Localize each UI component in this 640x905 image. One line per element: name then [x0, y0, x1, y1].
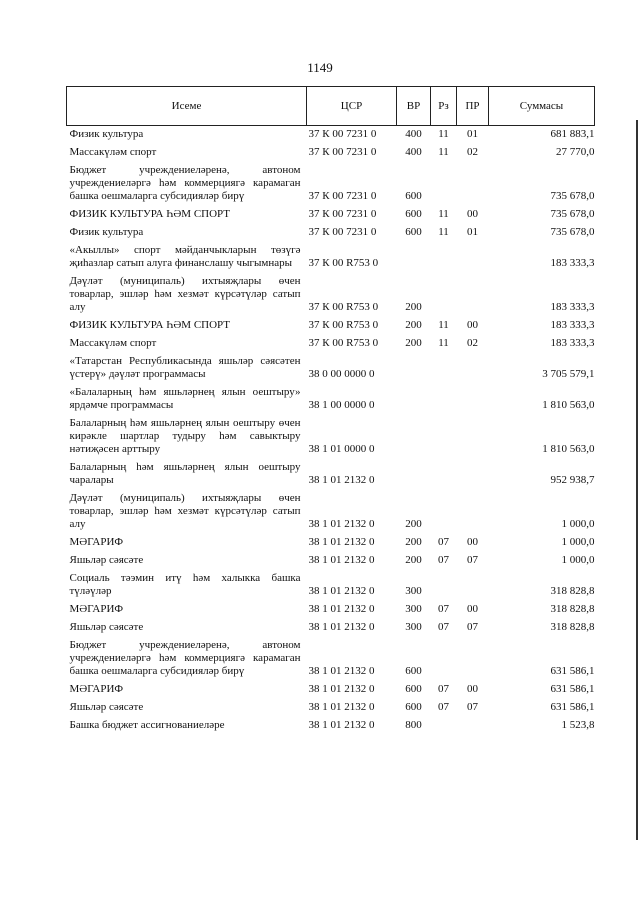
- cell-sum: 1 000,0: [561, 536, 595, 548]
- cell-rz: 07: [438, 621, 449, 633]
- table-row: [67, 335, 595, 353]
- cell-csr: 37 К 00 7231 0: [308, 128, 377, 140]
- table-row: [67, 601, 595, 619]
- cell-sum: 631 586,1: [550, 683, 595, 695]
- cell-sum: 735 678,0: [550, 226, 595, 238]
- page-number: 1149: [307, 60, 333, 75]
- cell-name: МӘГАРИФ: [69, 536, 124, 548]
- cell-sum: 631 586,1: [550, 665, 595, 677]
- table-row: [67, 490, 595, 534]
- cell-pr: [457, 570, 489, 601]
- cell-vr: 200: [405, 536, 422, 548]
- cell-sum: 183 333,3: [550, 337, 595, 349]
- cell-pr: [457, 459, 489, 490]
- cell-sum: 1 000,0: [561, 554, 595, 566]
- cell-csr: 38 1 01 0000 0: [308, 443, 375, 455]
- header-name: Исеме: [67, 87, 307, 126]
- table-row: [67, 637, 595, 681]
- cell-vr: 400: [405, 146, 422, 158]
- cell-rz: 07: [438, 603, 449, 615]
- cell-sum: 1 523,8: [561, 719, 595, 731]
- cell-pr: 02: [467, 146, 478, 158]
- cell-name: ФИЗИК КУЛЬТУРА ҺӘМ СПОРТ: [69, 319, 231, 331]
- cell-pr: 07: [467, 621, 478, 633]
- table-row: [67, 384, 595, 415]
- cell-name: МӘГАРИФ: [69, 683, 124, 695]
- cell-csr: 38 1 01 2132 0: [308, 701, 375, 713]
- cell-rz: [431, 415, 457, 459]
- cell-vr: 600: [405, 226, 422, 238]
- cell-name: Яшьләр сәясәте: [69, 621, 144, 633]
- cell-vr: [397, 384, 431, 415]
- table-row: [67, 415, 595, 459]
- cell-csr: 37 К 00 R753 0: [308, 301, 379, 313]
- cell-rz: 11: [438, 226, 449, 238]
- cell-csr: 38 1 01 2132 0: [308, 603, 375, 615]
- cell-name: Яшьләр сәясәте: [69, 701, 144, 713]
- table-row: [67, 224, 595, 242]
- cell-csr: 38 1 01 2132 0: [308, 683, 375, 695]
- cell-pr: 07: [467, 701, 478, 713]
- table-row: [67, 242, 595, 273]
- cell-name: «Балаларның һәм яшьләрнең ялын оештыру» ярдәмче программасы: [69, 386, 301, 411]
- table-row: [67, 459, 595, 490]
- table-row: [67, 552, 595, 570]
- cell-csr: 38 1 00 0000 0: [308, 399, 375, 411]
- cell-sum: 1 810 563,0: [542, 443, 595, 455]
- cell-sum: 1 810 563,0: [542, 399, 595, 411]
- cell-csr: 37 К 00 7231 0: [308, 226, 377, 238]
- cell-pr: [457, 415, 489, 459]
- cell-csr: 37 К 00 R753 0: [308, 319, 379, 331]
- cell-rz: 07: [438, 536, 449, 548]
- cell-vr: 800: [405, 719, 422, 731]
- cell-csr: 38 1 01 2132 0: [308, 665, 375, 677]
- cell-sum: 681 883,1: [550, 128, 595, 140]
- cell-sum: 318 828,8: [550, 585, 595, 597]
- cell-rz: [431, 637, 457, 681]
- table-row: [67, 126, 595, 145]
- cell-pr: [457, 637, 489, 681]
- cell-vr: 600: [405, 208, 422, 220]
- cell-vr: [397, 353, 431, 384]
- cell-name: Дәүләт (муниципаль) ихтыяҗлары өчен товарлар, эшләр һәм хезмәт күрсәтүләр сатып алу: [69, 275, 301, 313]
- cell-rz: [431, 384, 457, 415]
- cell-sum: 3 705 579,1: [542, 368, 595, 380]
- budget-table: [66, 86, 595, 735]
- cell-name: Балаларның һәм яшьләрнең ялын оештыру өчен кирәкле шартлар тудыру һәм савыктыру нәтиҗәсен арттыру: [69, 417, 301, 455]
- cell-pr: [457, 242, 489, 273]
- header-vr: ВР: [397, 87, 431, 126]
- table-row: [67, 681, 595, 699]
- cell-vr: 600: [405, 665, 422, 677]
- cell-vr: 300: [405, 603, 422, 615]
- cell-sum: 735 678,0: [550, 208, 595, 220]
- table-row: [67, 206, 595, 224]
- cell-name: Массакүләм спорт: [69, 337, 157, 349]
- cell-pr: 00: [467, 536, 478, 548]
- cell-rz: [431, 242, 457, 273]
- cell-rz: [431, 717, 457, 735]
- cell-name: МӘГАРИФ: [69, 603, 124, 615]
- cell-sum: 952 938,7: [550, 474, 595, 486]
- table-row: [67, 534, 595, 552]
- cell-rz: [431, 570, 457, 601]
- cell-pr: [457, 353, 489, 384]
- cell-vr: 300: [405, 585, 422, 597]
- header-csr: ЦСР: [307, 87, 397, 126]
- table-row: [67, 717, 595, 735]
- cell-vr: 200: [405, 337, 422, 349]
- cell-name: «Татарстан Республикасында яшьләр сәясәтен үстерү» дәүләт программасы: [69, 355, 301, 380]
- cell-rz: [431, 353, 457, 384]
- cell-rz: [431, 459, 457, 490]
- cell-name: Социаль тәэмин итү һәм халыкка башка түләүләр: [69, 572, 301, 597]
- cell-name: ФИЗИК КУЛЬТУРА ҺӘМ СПОРТ: [69, 208, 231, 220]
- cell-name: Яшьләр сәясәте: [69, 554, 144, 566]
- cell-vr: 200: [405, 301, 422, 313]
- cell-vr: 200: [405, 554, 422, 566]
- cell-pr: [457, 490, 489, 534]
- table-row: [67, 619, 595, 637]
- cell-name: Балаларның һәм яшьләрнең ялын оештыру чаралары: [69, 461, 301, 486]
- cell-name: Башка бюджет ассигнованиеләре: [69, 719, 225, 731]
- cell-rz: 11: [438, 128, 449, 140]
- cell-sum: 27 770,0: [556, 146, 595, 158]
- cell-rz: 11: [438, 146, 449, 158]
- table-row: [67, 317, 595, 335]
- cell-csr: 38 0 00 0000 0: [308, 368, 375, 380]
- table-row: [67, 353, 595, 384]
- cell-sum: 183 333,3: [550, 319, 595, 331]
- cell-pr: 00: [467, 208, 478, 220]
- table-body: [67, 126, 595, 736]
- cell-pr: 00: [467, 319, 478, 331]
- cell-vr: 200: [405, 518, 422, 530]
- cell-csr: 38 1 01 2132 0: [308, 536, 375, 548]
- cell-name: Физик культура: [69, 226, 144, 238]
- cell-csr: 37 К 00 7231 0: [308, 190, 377, 202]
- cell-vr: 600: [405, 701, 422, 713]
- cell-vr: [397, 242, 431, 273]
- cell-csr: 38 1 01 2132 0: [308, 719, 375, 731]
- cell-pr: [457, 384, 489, 415]
- cell-csr: 37 К 00 R753 0: [308, 337, 379, 349]
- cell-rz: 07: [438, 683, 449, 695]
- cell-rz: 07: [438, 701, 449, 713]
- cell-name: Бюджет учреждениеләренә, автоном учреждениеләргә һәм коммерциягә карамаган башка оешмаларга субсидияләр бирү: [69, 164, 301, 202]
- cell-pr: [457, 273, 489, 317]
- cell-sum: 1 000,0: [561, 518, 595, 530]
- cell-name: Массакүләм спорт: [69, 146, 157, 158]
- table-row: [67, 699, 595, 717]
- cell-vr: 400: [405, 128, 422, 140]
- cell-pr: 00: [467, 603, 478, 615]
- cell-pr: 07: [467, 554, 478, 566]
- cell-name: «Акыллы» спорт мәйданчыкларын төзүгә җиһазлар сатып алуга финанслашу чыгымнары: [69, 244, 301, 269]
- cell-rz: 07: [438, 554, 449, 566]
- cell-rz: 11: [438, 337, 449, 349]
- cell-rz: [431, 490, 457, 534]
- table-row: [67, 570, 595, 601]
- cell-sum: 735 678,0: [550, 190, 595, 202]
- scan-edge-shadow: [636, 120, 638, 840]
- cell-csr: 37 К 00 R753 0: [308, 257, 379, 269]
- cell-pr: [457, 717, 489, 735]
- cell-rz: 11: [438, 208, 449, 220]
- cell-vr: 600: [405, 683, 422, 695]
- cell-sum: 183 333,3: [550, 257, 595, 269]
- cell-csr: 37 К 00 7231 0: [308, 146, 377, 158]
- cell-csr: 38 1 01 2132 0: [308, 518, 375, 530]
- cell-rz: [431, 162, 457, 206]
- table-row: [67, 144, 595, 162]
- cell-rz: 11: [438, 319, 449, 331]
- cell-sum: 183 333,3: [550, 301, 595, 313]
- cell-vr: 200: [405, 319, 422, 331]
- cell-vr: 600: [405, 190, 422, 202]
- cell-vr: [397, 415, 431, 459]
- table-row: [67, 273, 595, 317]
- cell-pr: 01: [467, 128, 478, 140]
- cell-pr: 00: [467, 683, 478, 695]
- cell-csr: 38 1 01 2132 0: [308, 621, 375, 633]
- cell-name: Бюджет учреждениеләренә, автоном учреждениеләргә һәм коммерциягә карамаган башка оешмаларга субсидияләр бирү: [69, 639, 301, 677]
- cell-rz: [431, 273, 457, 317]
- table-row: [67, 162, 595, 206]
- cell-csr: 38 1 01 2132 0: [308, 585, 375, 597]
- cell-name: Дәүләт (муниципаль) ихтыяҗлары өчен товарлар, эшләр һәм хезмәт күрсәтүләр сатып алу: [69, 492, 301, 530]
- cell-sum: 318 828,8: [550, 603, 595, 615]
- cell-name: Физик культура: [69, 128, 144, 140]
- header-sum: Суммасы: [489, 87, 595, 126]
- cell-vr: [397, 459, 431, 490]
- table-header: [67, 87, 595, 126]
- cell-sum: 631 586,1: [550, 701, 595, 713]
- cell-pr: 01: [467, 226, 478, 238]
- cell-csr: 38 1 01 2132 0: [308, 554, 375, 566]
- cell-pr: 02: [467, 337, 478, 349]
- cell-sum: 318 828,8: [550, 621, 595, 633]
- cell-csr: 38 1 01 2132 0: [308, 474, 375, 486]
- cell-csr: 37 К 00 7231 0: [308, 208, 377, 220]
- cell-pr: [457, 162, 489, 206]
- cell-vr: 300: [405, 621, 422, 633]
- header-pr: ПР: [457, 87, 489, 126]
- header-rz: Рз: [431, 87, 457, 126]
